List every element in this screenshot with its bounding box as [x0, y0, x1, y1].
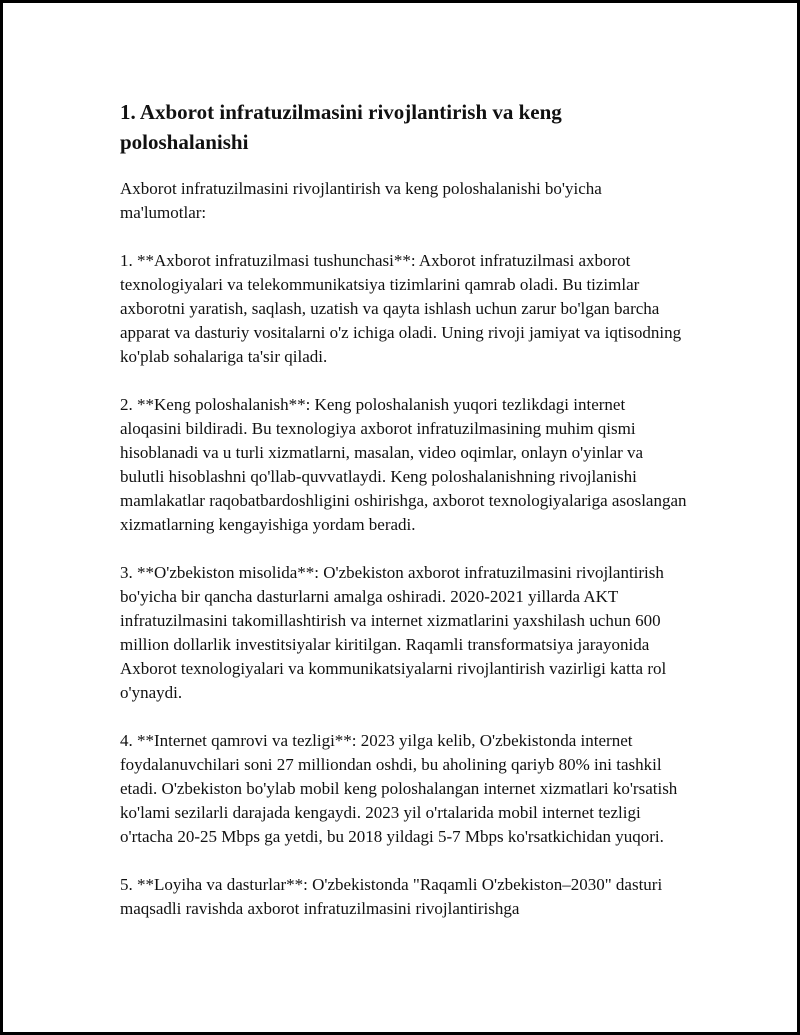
paragraph-infrastructure-concept: 1. **Axborot infratuzilmasi tushunchasi**: Axborot infratuzilmasi axborot texnologiyalari va telekommunikatsiya tizimlarini qamrab oladi. Bu tizimlar axborotni yaratish, saqlash, uzatish va qayta ishlash uchun zarur bo'lgan barcha apparat va dasturiy vositalarni o'z ichiga oladi. Uning rivoji jamiyat va iqtisodning ko'plab sohalariga ta'sir qiladi.	[120, 251, 682, 366]
paragraph-internet-coverage: 4. **Internet qamrovi va tezligi**: 2023 yilga kelib, O'zbekistonda internet foydalanuvchilari soni 27 milliondan oshdi, bu aholining qariyb 80% ini tashkil etadi. O'zbekiston bo'ylab mobil keng poloshalangan internet xizmatlari ko'rsatish ko'lami sezilarli darajada kengaydi. 2023 yil o'rtalarida mobil internet tezligi o'rtacha 20-25 Mbps ga yetdi, bu 2018 yildagi 5-7 Mbps ko'rsatkichidan yuqori.	[120, 731, 678, 846]
paragraph-broadband: 2. **Keng poloshalanish**: Keng poloshalanish yuqori tezlikdagi internet aloqasini bildiradi. Bu texnologiya axborot infratuzilmasining muhim qismi hisoblanadi va u turli xizmatlarni, masalan, video oqimlar, onlayn o'yinlar va bulutli hisoblashni qo'llab-quvvatlaydi. Keng poloshalanishning rivojlanishi mamlakatlar raqobatbardoshligini oshirishga, axborot texnologiyalariga asoslangan xizmatlarning kengayishiga yordam beradi.	[120, 395, 687, 534]
paragraph-projects-programs: 5. **Loyiha va dasturlar**: O'zbekistonda "Raqamli O'zbekiston–2030" dasturi maqsadli ravishda axborot infratuzilmasini rivojlantirishga	[120, 875, 663, 918]
document-body	[120, 97, 690, 921]
intro-paragraph: Axborot infratuzilmasini rivojlantirish va keng poloshalanishi bo'yicha ma'lumotlar:	[120, 179, 602, 222]
document-title: 1. Axborot infratuzilmasini rivojlantirish va keng poloshalanishi	[120, 100, 562, 154]
paragraph-uzbekistan-example: 3. **O'zbekiston misolida**: O'zbekiston axborot infratuzilmasini rivojlantirish bo'yicha bir qancha dasturlarni amalga oshiradi. 2020-2021 yillarda AKT infratuzilmasini takomillashtirish va internet xizmatlarini yaxshilash uchun 600 million dollarlik investitsiyalar kiritilgan. Raqamli transformatsiya jarayonida Axborot texnologiyalari va kommunikatsiyalarni rivojlantirish vazirligi katta rol o'ynaydi.	[120, 563, 667, 702]
